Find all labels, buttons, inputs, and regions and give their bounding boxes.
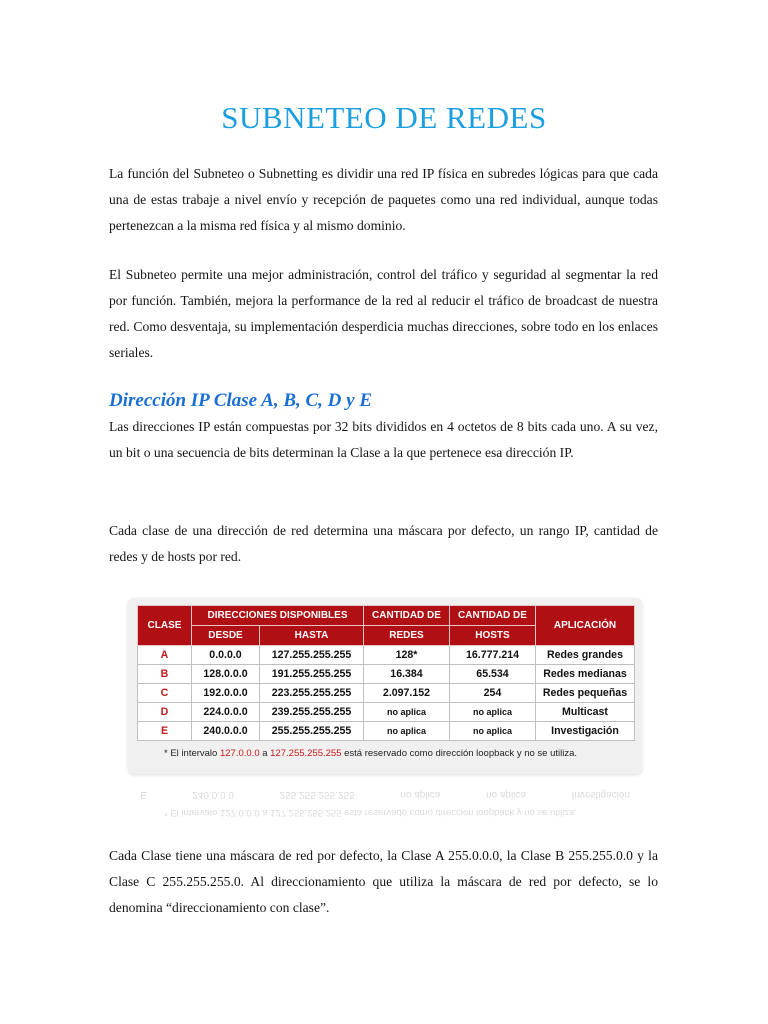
footnote-suffix: está reservado como dirección loopback y no se utiliza.: [341, 748, 578, 759]
ip-class-table: [137, 605, 635, 741]
cell-hosts: no aplica: [450, 703, 536, 722]
reflection-prefix: * El intervalo: [164, 807, 220, 818]
reflection-redes: no aplica: [400, 789, 441, 800]
page-title: SUBNETEO DE REDES: [221, 100, 547, 135]
paragraph-subnetting-benefits: El Subneteo permite una mejor administración, control del tráfico y seguridad al segmentar la red por función. También, mejora la performance de la red al reducir el tráfico de broadcast de nuestra red. Como desventaja, su implementación desperdicia muchas direcciones, sobre todo en los enlaces seriales.: [109, 267, 658, 360]
cell-desde: 224.0.0.0: [192, 703, 260, 722]
cell-clase: E: [138, 722, 192, 741]
footnote-ip-end: 127.255.255.255: [270, 748, 342, 759]
cell-aplicacion: Redes pequeñas: [536, 684, 635, 703]
cell-hasta: 223.255.255.255: [260, 684, 364, 703]
cell-hosts: 65.534: [450, 665, 536, 684]
paragraph-ip-structure: Las direcciones IP están compuestas por 32 bits divididos en 4 octetos de 8 bits cada uno. A su vez, un bit o una secuencia de bits determinan la Clase a la que pertenece esa dirección IP.: [109, 419, 658, 460]
header-hosts: HOSTS: [450, 626, 536, 646]
cell-redes: 2.097.152: [364, 684, 450, 703]
cell-hosts: 16.777.214: [450, 646, 536, 665]
table-row: [138, 703, 635, 722]
paragraph-class-mask: Cada clase de una dirección de red determina una máscara por defecto, un rango IP, cantidad de redes y de hosts por red.: [109, 523, 658, 564]
cell-desde: 240.0.0.0: [192, 722, 260, 741]
reflection-mid: a: [259, 807, 271, 818]
cell-hasta: 255.255.255.255: [260, 722, 364, 741]
header-direcciones: DIRECCIONES DISPONIBLES: [192, 606, 364, 626]
cell-redes: 16.384: [364, 665, 450, 684]
reflection-desde: 240.0.0.0: [192, 789, 234, 800]
cell-aplicacion: Redes medianas: [536, 665, 635, 684]
cell-clase: A: [138, 646, 192, 665]
footnote-prefix: * El intervalo: [164, 748, 220, 759]
header-desde: DESDE: [192, 626, 260, 646]
header-cantidad-redes: CANTIDAD DE: [364, 606, 450, 626]
table-row: [138, 646, 635, 665]
cell-clase: D: [138, 703, 192, 722]
reflection-hasta: 255.255.255.255: [279, 789, 355, 800]
ip-class-table-figure: [128, 598, 642, 774]
table-header-row: [138, 606, 635, 626]
header-hasta: HASTA: [260, 626, 364, 646]
cell-hasta: 191.255.255.255: [260, 665, 364, 684]
reflection-hosts: no aplica: [485, 789, 526, 800]
footnote-mid: a: [259, 748, 271, 759]
cell-hosts: no aplica: [450, 722, 536, 741]
header-aplicacion: APLICACIÓN: [536, 606, 635, 646]
cell-hosts: 254: [450, 684, 536, 703]
table-row: [138, 665, 635, 684]
reflection-clase: E: [140, 789, 147, 800]
header-cantidad-hosts: CANTIDAD DE: [450, 606, 536, 626]
cell-aplicacion: Redes grandes: [536, 646, 635, 665]
section-heading: Dirección IP Clase A, B, C, D y E: [109, 390, 373, 411]
header-clase: CLASE: [138, 606, 192, 646]
cell-clase: B: [138, 665, 192, 684]
header-redes: REDES: [364, 626, 450, 646]
reflection-aplicacion: Investigación: [571, 789, 630, 800]
reflection-suffix: está reservado como dirección loopback y no se utiliza.: [341, 807, 578, 818]
cell-desde: 128.0.0.0: [192, 665, 260, 684]
cell-desde: 0.0.0.0: [192, 646, 260, 665]
table-row: [138, 684, 635, 703]
reflection-last-row: [140, 789, 630, 800]
cell-redes: no aplica: [364, 722, 450, 741]
cell-aplicacion: Multicast: [536, 703, 635, 722]
reflection-footnote: [164, 807, 577, 818]
reflection-ip-end: 127.255.255.255: [270, 807, 342, 818]
cell-clase: C: [138, 684, 192, 703]
cell-hasta: 239.255.255.255: [260, 703, 364, 722]
cell-aplicacion: Investigación: [536, 722, 635, 741]
cell-redes: 128*: [364, 646, 450, 665]
table-row: [138, 722, 635, 741]
table-reflection-decoration: [128, 776, 642, 820]
cell-desde: 192.0.0.0: [192, 684, 260, 703]
table-footnote: [164, 748, 577, 759]
reflection-ip-start: 127.0.0.0: [219, 807, 260, 818]
cell-redes: no aplica: [364, 703, 450, 722]
paragraph-default-masks: Cada Clase tiene una máscara de red por defecto, la Clase A 255.0.0.0, la Clase B 255.255.0.0 y la Clase C 255.255.255.0. Al direccionamiento que utiliza la máscara de red por defecto, se lo denomina “direccionamiento con clase”.: [109, 848, 658, 915]
cell-hasta: 127.255.255.255: [260, 646, 364, 665]
footnote-ip-start: 127.0.0.0: [219, 748, 260, 759]
paragraph-subnetting-definition: La función del Subneteo o Subnetting es dividir una red IP física en subredes lógicas para que cada una de estas trabaje a nivel envío y recepción de paquetes como una red individual, aunque todas pertenezcan a la misma red física y al mismo dominio.: [109, 166, 658, 233]
